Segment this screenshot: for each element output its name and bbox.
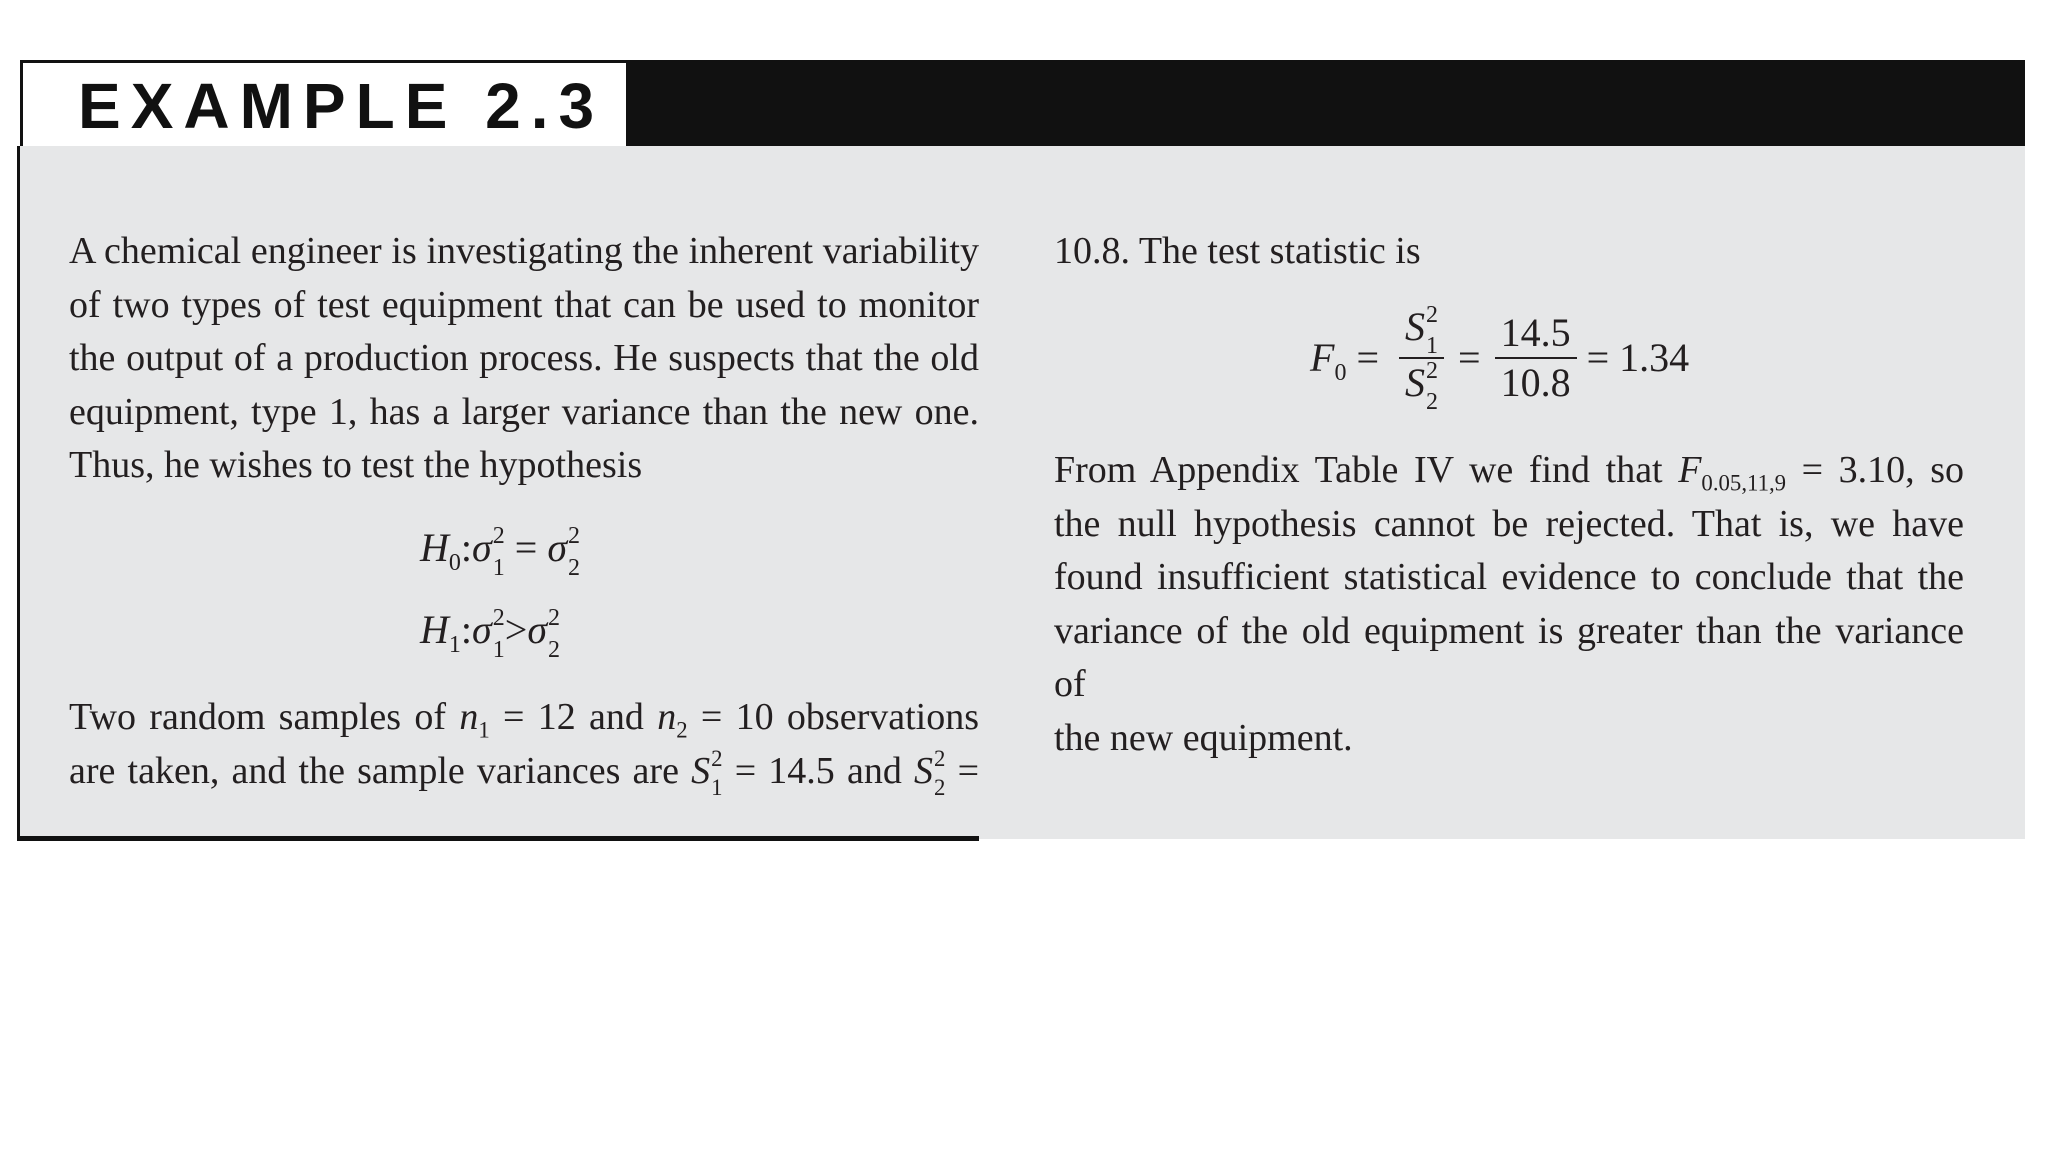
variance-ratio-fraction: S 2 1 S 2 2 [1399,305,1444,411]
text-line: variance of the old equipment is greater than the variance of [1054,609,1964,705]
sigma-symbol: σ [527,607,548,653]
result-value: = 1.34 [1586,335,1690,381]
h-symbol: H [420,607,449,653]
text-span: are taken, and the sample variances are [69,749,679,792]
left-intro-paragraph [69,225,979,493]
h-symbol: H [420,525,449,571]
text-span: From Appendix Table IV we find that [1054,449,1663,491]
sigma-symbol: σ [472,607,492,653]
null-hypothesis: $H_0:\sigma$ 2 1 = σ 2 2 [420,523,581,581]
relation: = [514,525,538,571]
text-span: Two random samples of [69,696,447,738]
left-samples-paragraph [69,691,980,801]
sup-sub-stack: 2 2 [568,523,581,581]
sup-sub-stack: 2 1 [492,605,505,663]
text-span: = [957,749,980,792]
text-line: the null hypothesis cannot be rejected. That is, we have [1054,502,1964,545]
sigma-symbol: σ [547,525,568,571]
h-subscript: 1 [448,632,461,659]
text-line: equipment, type 1, has a larger variance than the new one. [69,390,979,433]
text-line [69,691,979,745]
text-line [1054,444,1964,498]
subscript: 2 [676,717,688,743]
text-line: the output of a production process. He suspects that the old [69,337,979,379]
right-intro-line [1054,225,1964,279]
sup-sub-stack: 2 2 [934,745,946,801]
sup-sub-stack: 2 2 [548,605,561,663]
text-line [69,745,979,799]
sigma-symbol: σ [472,525,492,571]
text-line: the new equipment. [1054,716,1353,759]
text-span: = 10 observations [700,696,980,738]
s-symbol: S [914,749,934,792]
test-statistic-equation [1310,302,1690,416]
subscript: 1 [478,717,490,743]
text-line: Thus, he wishes to test the hypothesis [69,444,643,486]
subscript: 0.05,11,9 [1701,470,1787,496]
panel-left-border [17,146,20,841]
f-symbol: F [1678,449,1702,491]
example-label-box [20,60,626,146]
equals-sign: = [1356,335,1379,381]
right-conclusion-paragraph [1054,444,1964,765]
equals-sign: = [1458,335,1481,381]
f0-symbol: $F_0$ [1310,335,1347,387]
n-symbol: n [459,696,479,738]
text-span: = 12 and [503,696,644,738]
s-symbol: S [691,749,711,792]
relation: > [504,607,528,653]
text-span: = 3.10, so [1801,449,1965,491]
sup-sub-stack: 2 1 [492,523,505,581]
numeric-fraction: $\frac{14.5}{10.8}$ [1495,311,1577,405]
text-line: 10.8. The test statistic is [1054,230,1421,272]
text-span: = 14.5 and [734,749,902,792]
text-line: found insufficient statistical evidence to conclude that the [1054,556,1964,598]
panel-bottom-border [17,836,979,841]
text-line: of two types of test equipment that can be used to monitor [69,283,979,326]
sup-sub-stack: 2 1 [711,745,723,801]
n-symbol: n [657,696,677,738]
alternative-hypothesis: $H_1:\sigma$ 2 1 >σ 2 2 [420,605,561,663]
example-title: EXAMPLE 2.3 [78,70,605,142]
text-line: A chemical engineer is investigating the inherent variability [69,230,979,272]
h-subscript: 0 [448,550,461,577]
